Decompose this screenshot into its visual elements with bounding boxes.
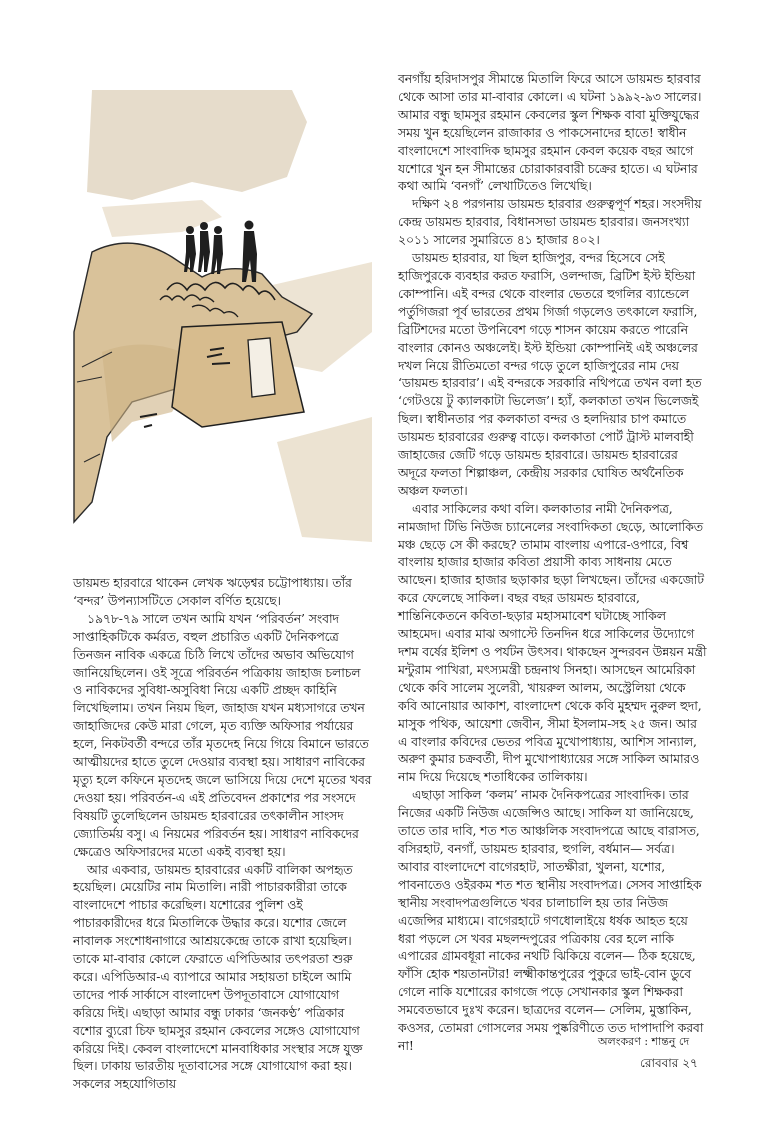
article-paragraph: আর একবার, ডায়মন্ড হারবারের একটি বালিকা অপহৃত হয়েছিল। মেয়েটির নাম মিতালি। নারী পাচারকারীরা তাকে বাংলাদেশে পাচার করেছিল। যশোরের পুলিশ ওই পাচারকারীদের ধরে মিতালিকে উদ্ধার করে। যশোর জেলে নাবালক সংশোধনাগারে আশ্রয়কেন্দ্রে তাকে রাখা হয়েছিল। তাকে মা-বাবার কোলে ফেরাতে এপিডিআর তৎপরতা শুরু করে। এপিডিআর-এ ব্যাপারে আমার সহায়তা চাইলে আমি তাদের পার্ক সার্কাসে বাংলাদেশ উপদূতাবাসে যোগাযোগ করিয়ে দিই। এছাড়া আমার বন্ধু ঢাকার ‘জনকণ্ঠ’ পত্রিকার বশোর ব্যুরো চিফ ছামসুর রহমান কেবলের সঙ্গেও যোগাযোগ করিয়ে দিই। কেবল বাংলাদেশে মানবাধিকার সংস্থার সঙ্গে যুক্ত ছিল। ঢাকায় ভারতীয় দূতাবাসের সঙ্গে যোগাযোগ করা হয়। সকলের সহযোগিতায় [73,861,363,1092]
article-paragraph: এছাড়া সাকিল ‘কলম’ নামক দৈনিকপত্রের সাংবাদিক। তার নিজের একটি নিউজ এজেন্সিও আছে। সাকিল যা জানিয়েছে, তাতে তার দাবি, শত শত আঞ্চলিক সংবাদপত্রে আছে বারাসত, বসিরহাট, বনগাঁ, ডায়মন্ড হারবার, হুগলি, বর্ধমান— সর্বত্র। আবার বাংলাদেশে বাগেরহাট, সাতক্ষীরা, খুলনা, যশোর, পাবনাতেও ওইরকম শত শত স্থানীয় সংবাদপত্র। সেসব সাপ্তাহিক স্থানীয় সংবাদপত্রগুলিতে খবর চালাচালি হয় তার নিউজ এজেন্সির মাধ্যমে। বাগেরহাটে গণধোলাইয়ে ধর্ষক আহত হয়ে ধরা পড়লে সে খবর মছলন্দপুরের পত্রিকায় বের হলে নাকি এপারের গ্রামবধূরা নাকের নথটি ঝিকিয়ে বলেন— ঠিক হয়েছে, ফাঁসি হোক শয়তানটার! লক্ষ্মীকান্তপুরের পুকুরে ভাই-বোন ডুবে গেলে নাকি যশোরের কাগজে পড়ে সেখানকার স্কুল শিক্ষকরা সমবেতভাবে দুঃখ করেন। ছাত্রদের বলেন— সেলিম, মুস্তাকিন, কওসর, তোমরা গোসলের সময় পুষ্করিণীতে তত দাপাদাপি করবা না! [398,787,704,1053]
page-footer: রোববার ২৭ [640,1056,698,1070]
article-column-left [73,574,373,1093]
article-paragraph: দক্ষিণ ২৪ পরগনায় ডায়মন্ড হারবার গুরুত্বপূর্ণ শহর। সংসদীয় কেন্দ্র ডায়মন্ড হারবার, বিধানসভা ডায়মন্ড হারবার। জনসংখ্যা ২০১১ সালের সুমারিতে ৪১ হাজার ৪০২। [398,196,702,248]
article-column-right [398,70,708,1055]
article-paragraph: ১৯৭৮-৭৯ সালে তখন আমি যখন ‘পরিবর্তন’ সংবাদ সাপ্তাহিকটিকে কর্মরত, বহুল প্রচারিত একটি দৈনিকপত্রে তিনজন নাবিক একত্রে চিঠি লিখে তাঁদের অভাব অভিযোগ জানিয়েছিলেন। ওই সূত্রে পরিবর্তন পত্রিকায় জাহাজ চলাচল ও নাবিকদের সুবিধা-অসুবিধা নিয়ে একটি প্রচ্ছদ কাহিনি লিখেছিলাম। তখন নিয়ম ছিল, জাহাজ যখন মধ্যসাগরে তখন জাহাজিদের কেউ মারা গেলে, মৃত ব্যক্তি অফিসার পর্যায়ের হলে, নিকটবর্তী বন্দরে তাঁর মৃতদেহ নিয়ে গিয়ে বিমানে ভারতে আত্মীয়দের হাতে তুলে দেওয়ার ব্যবস্থা হয়। সাধারণ নাবিকের মৃত্যু হলে কফিনে মৃতদেহ জলে ভাসিয়ে দিয়ে দেশে মৃতের খবর দেওয়া হয়। পরিবর্তন-এ এই প্রতিবেদন প্রকাশের পর সংসদে বিষয়টি তুলেছিলেন ডায়মন্ড হারবারের তৎকালীন সাংসদ জ্যোতির্ময় বসু। এ নিয়মের পরিবর্তন হয়। সাধারণ নাবিকদের ক্ষেত্রেও অফিসারদের মতো একই ব্যবস্থা হয়। [73,610,372,859]
illustration-caption: ডায়মন্ড হারবারে থাকেন লেখক ঋড়েশ্বর চট্টোপাধ্যায়। তাঁর ‘বন্দর’ উপন্যাসটিতে সেকাল বর্ণিত হয়েছে। [73,575,352,608]
article-paragraph: ডায়মন্ড হারবার, যা ছিল হাজিপুর, বন্দর হিসেবে সেই হাজিপুরকে ব্যবহার করত ফরাসি, ওলন্দাজ, ব্রিটিশ ইস্ট ইন্ডিয়া কোম্পানি। এই বন্দর থেকে বাংলার ভেতরে হুগলির ব্যান্ডেলে পর্তুগিজরা পূর্ব ভারতের প্রথম গির্জা গড়লেও তৎকালে ফরাসি, ব্রিটিশদের মতো উপনিবেশ গড়ে শাসন কায়েম করতে পারেনি বাংলার কোনও অঞ্চলেই। ইস্ট ইন্ডিয়া কোম্পানিই এই অঞ্চলের দখল নিয়ে রীতিমতো বন্দর গড়ে তুলে হাজিপুরের নাম দেয় ‘ডায়মন্ড হারবার’। এই বন্দরকে সরকারি নথিপত্রে তখন বলা হত ‘গেটওয়ে টু ক্যালকাটা ভিলেজ’। হ্যাঁ, কলকাতা তখন ভিলেজই ছিল। স্বাধীনতার পর কলকাতা বন্দর ও হলদিয়ার চাপ কমাতে ডায়মন্ড হারবারের গুরুত্ব বাড়ে। কলকাতা পোর্ট ট্রাস্ট মালবাহী জাহাজের জেটি গড়ে ডায়মন্ড হারবারে। ডায়মন্ড হারবারের অদূরে ফলতা শিল্পাঞ্চল, কেন্দ্রীয় সরকার ঘোষিত অর্থনৈতিক অঞ্চল ফলতা। [398,250,702,498]
article-paragraph: বনগাঁয় হরিদাসপুর সীমান্তে মিতালি ফিরে আসে ডায়মন্ড হারবার থেকে আসা তার মা-বাবার কোলে। এ ঘটনা ১৯৯২-৯৩ সালের। আমার বন্ধু ছামসুর রহমান কেবলের স্কুল শিক্ষক বাবা মুক্তিযুদ্ধের সময় খুন হয়েছিলেন রাজাকার ও পাকসেনাদের হাতে! স্বাধীন বাংলাদেশে সাংবাদিক ছামসুর রহমান কেবল কয়েক বছর আগে যশোরে খুন হন সীমান্তের চোরাকারবারী চক্রের হাতে। এ ঘটনার কথা আমি ‘বনগাঁ’ লেখাটিতেও লিখেছি। [398,71,702,194]
illustration-image [72,82,372,552]
article-paragraph: এবার সাকিলের কথা বলি। কলকাতার নামী দৈনিকপত্র, নামজাদা টিভি নিউজ চ্যানেলের সংবাদিকতা ছেড়ে, আলোকিত মঞ্চ ছেড়ে সে কী করছে? তামাম বাংলায় এপারে-ওপারে, বিশ্ব বাংলায় হাজার হাজার কবিতা প্রয়াসী কাব্য সাধনায় মেতে আছেন। হাজার হাজার ছড়াকার ছড়া লিখছেন। তাঁদের একজোট করে ফেলেছে সাকিল। বছর বছর ডায়মন্ড হারবারে, শান্তিনিকেতনে কবিতা-ছড়ার মহাসমাবেশ ঘটাচ্ছে সাকিল আহমেদ। এবার মাঝ অগাস্টে তিনদিন ধরে সাকিলের উদ্যোগে দশম বর্ষের ইলিশ ও পর্যটন উৎসব। থাকছেন সুন্দরবন উন্নয়ন মন্ত্রী মন্টুরাম পাখিরা, মৎস্যমন্ত্রী চন্দ্রনাথ সিনহা। আসছেন আমেরিকা থেকে কবি সালেম সুলেরী, খায়রুল আলম, অস্ট্রেলিয়া থেকে কবি আনোয়ার আকাশ, বাংলাদেশ থেকে কবি মুহম্মদ নুরুল হুদা, মাসুক পথিক, আয়েশা জেবীন, সীমা ইসলাম-সহ ২৫ জন। আর এ বাংলার কবিদের ভেতর পবিত্র মুখোপাধ্যায়, আশিস সান্যাল, অরুণ কুমার চক্রবর্তী, দীপ মুখোপাধ্যায়ের সঙ্গে সাকিল আমারও নাম দিয়ে দিয়েছে শতাধিকের তালিকায়। [398,500,707,785]
illustration-credit: অলংকরণ : শান্তনু দে [598,1035,690,1048]
